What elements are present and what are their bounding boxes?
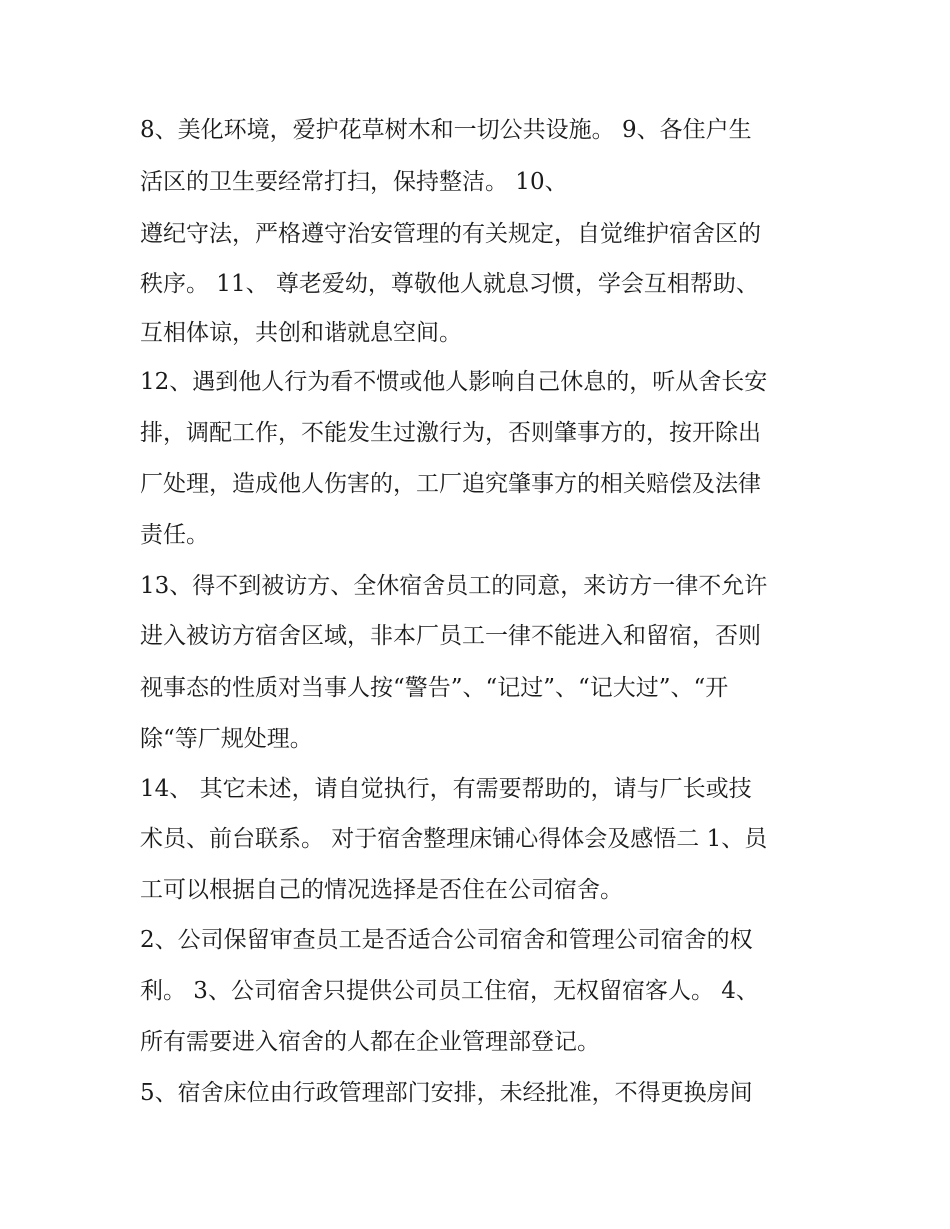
text-line: 12、遇到他人行为看不惯或他人影响自己休息的，听从舍长安 bbox=[140, 369, 768, 395]
text-line: 所有需要进入宿舍的人都在企业管理部登记。 bbox=[140, 1029, 600, 1055]
text-line: 2、公司保留审查员工是否适合公司宿舍和管理公司宿舍的权 bbox=[140, 927, 753, 953]
text-line: 互相体谅，共创和谐就息空间。 bbox=[140, 320, 462, 346]
text-line: 5、宿舍床位由行政管理部门安排，未经批准，不得更换房间 bbox=[140, 1080, 753, 1106]
text-line: 14、 其它未述，请自觉执行，有需要帮助的，请与厂长或技 bbox=[140, 776, 752, 802]
text-line: 除“等厂规处理。 bbox=[140, 726, 313, 752]
text-line: 遵纪守法，严格遵守治安管理的有关规定，自觉维护宿舍区的 bbox=[140, 221, 761, 247]
text-line: 利。 3、公司宿舍只提供公司员工住宿，无权留宿客人。 4、 bbox=[140, 978, 759, 1004]
text-line: 排，调配工作，不能发生过激行为，否则肇事方的，按开除出 bbox=[140, 420, 761, 446]
text-line: 秩序。 11、 尊老爱幼，尊敬他人就息习惯，学会互相帮助、 bbox=[140, 271, 759, 297]
text-line: 8、美化环境，爱护花草树木和一切公共设施。 9、各住户生 bbox=[140, 117, 752, 143]
text-line: 视事态的性质对当事人按“警告”、“记过”、“记大过”、“开 bbox=[140, 675, 729, 701]
text-line: 13、得不到被访方、全休宿舍员工的同意，来访方一律不允许 bbox=[140, 573, 768, 599]
text-line: 厂处理，造成他人伤害的，工厂追究肇事方的相关赔偿及法律 bbox=[140, 471, 761, 497]
text-line: 进入被访方宿舍区域，非本厂员工一律不能进入和留宿，否则 bbox=[140, 623, 761, 649]
text-line: 术员、前台联系。 对于宿舍整理床铺心得体会及感悟二 1、员 bbox=[140, 826, 768, 852]
text-line: 活区的卫生要经常打扫，保持整洁。 10、 bbox=[140, 169, 568, 195]
text-line: 工可以根据自己的情况选择是否住在公司宿舍。 bbox=[140, 877, 623, 903]
text-line: 责任。 bbox=[140, 522, 209, 548]
